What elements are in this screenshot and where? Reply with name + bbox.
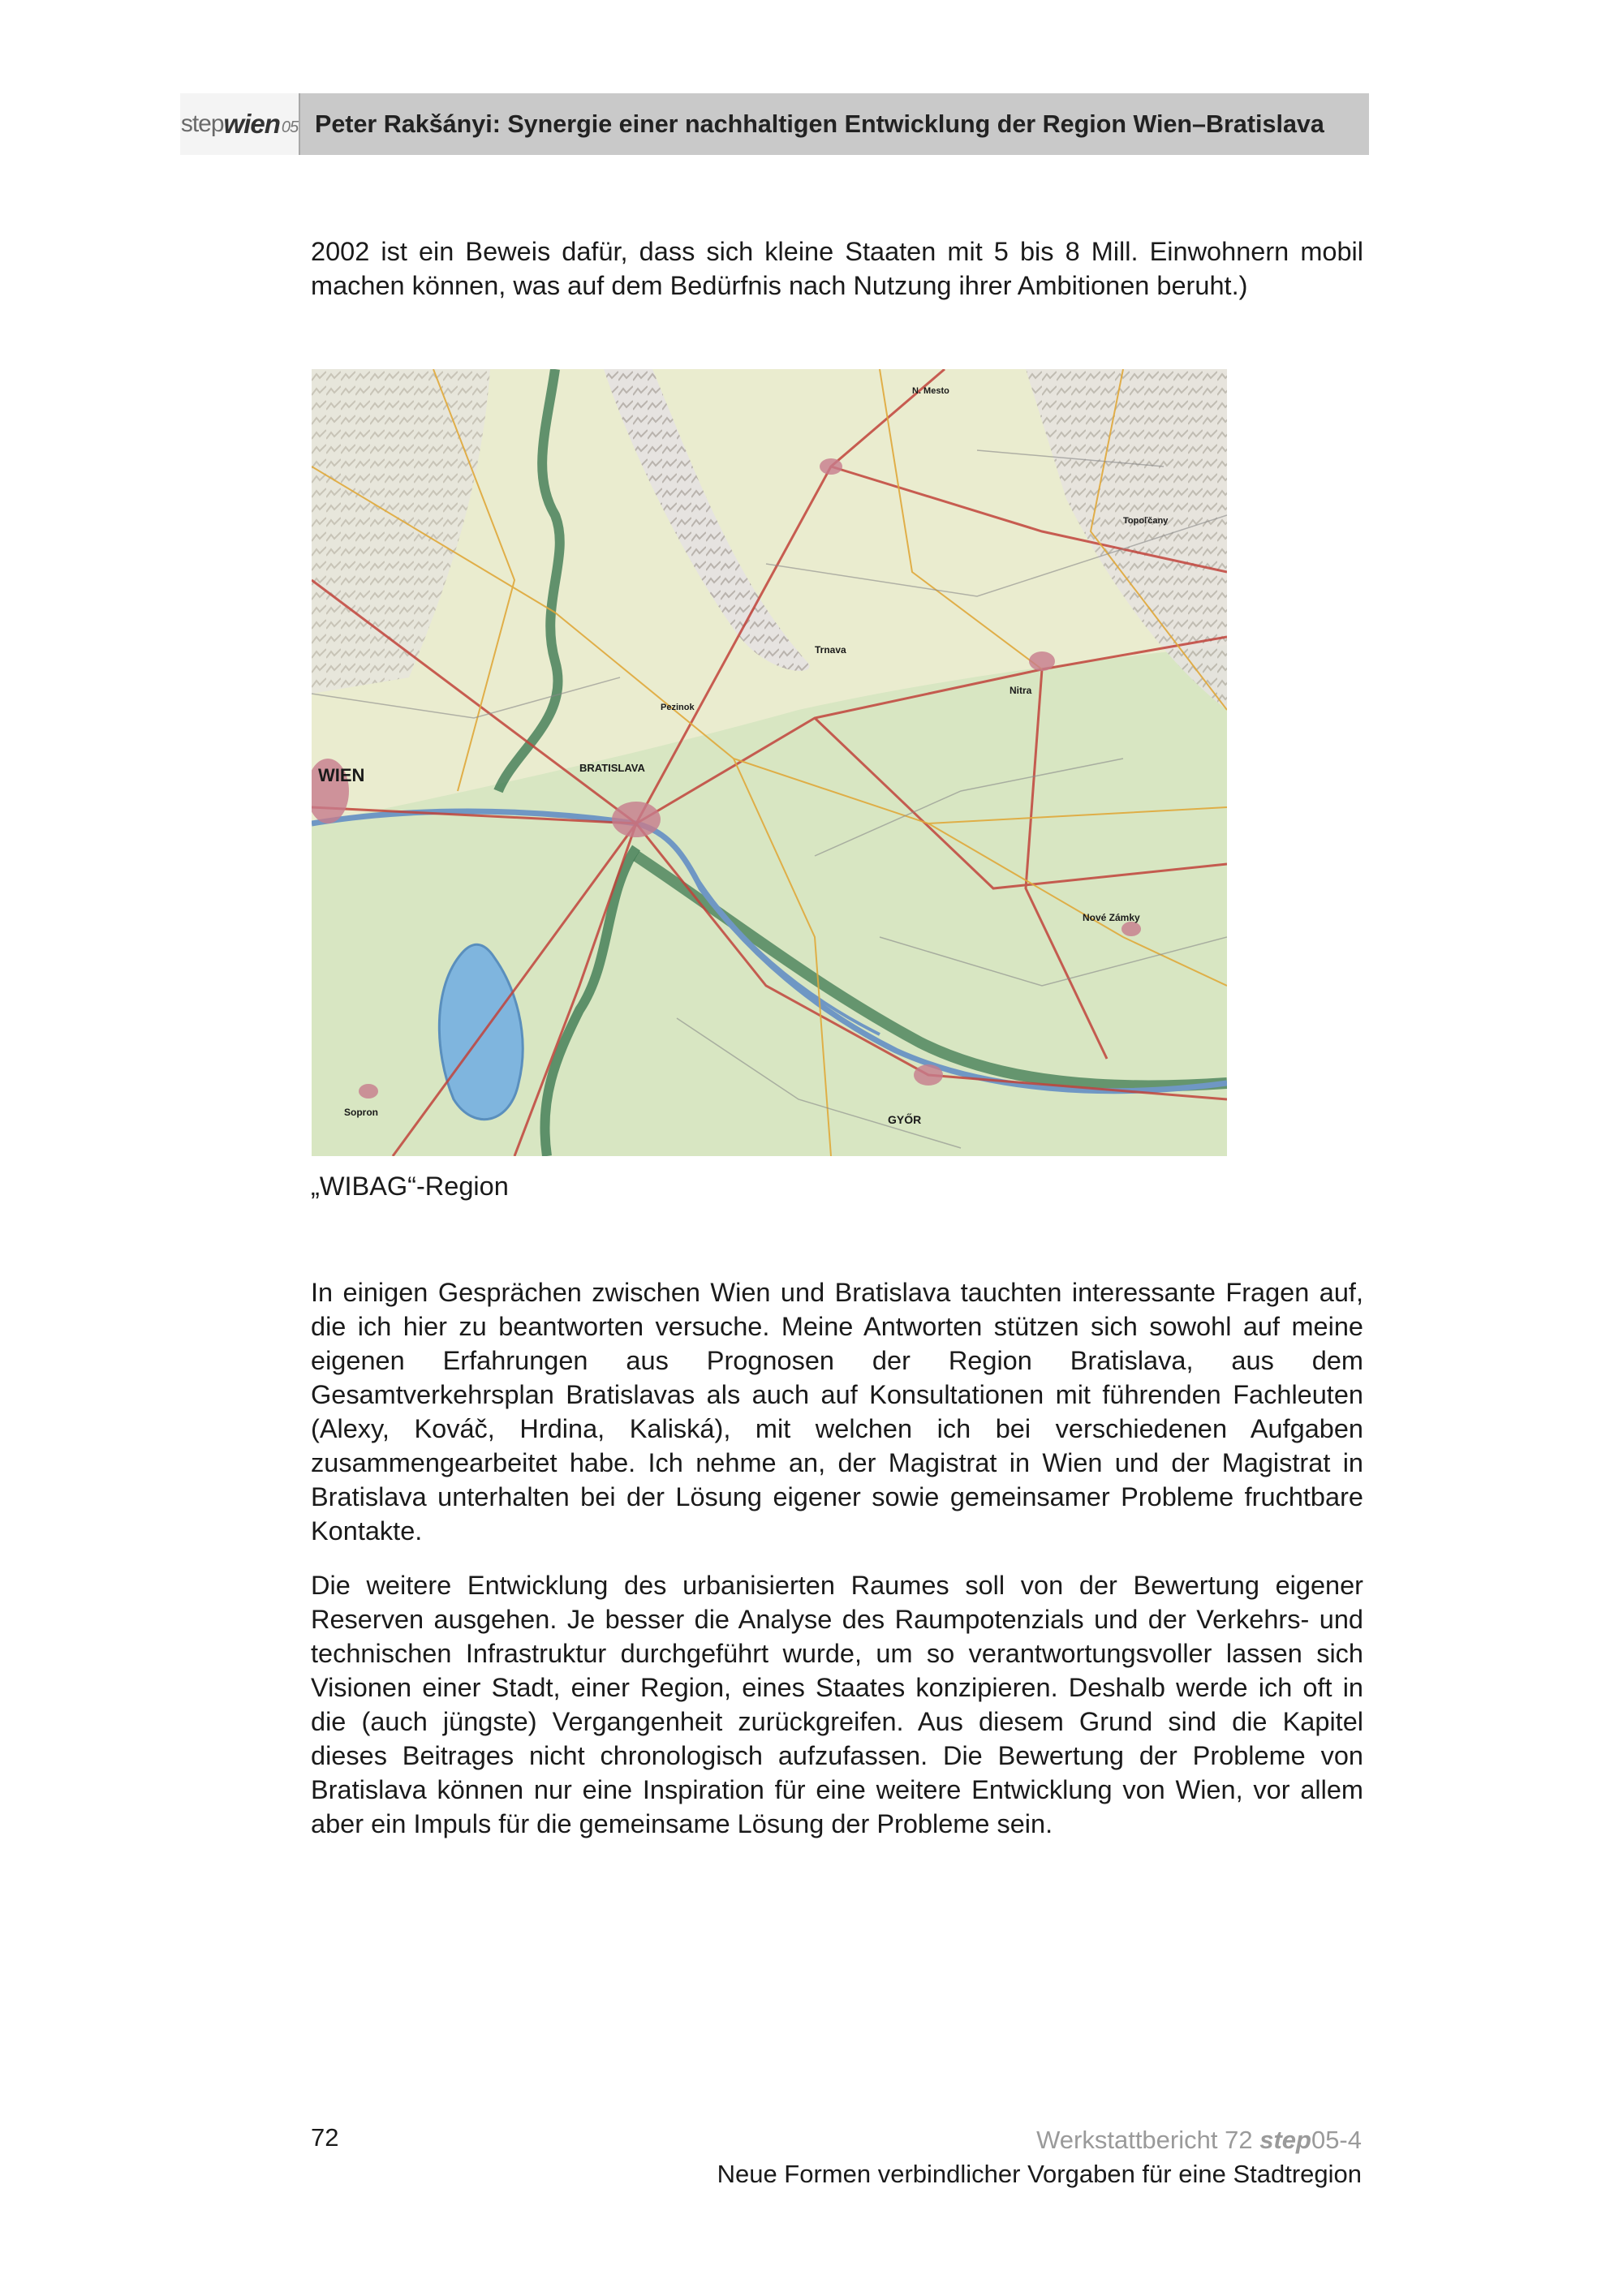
map-label-nove-zamky: Nové Zámky <box>1083 912 1140 923</box>
footer-report-label: Werkstattbericht 72 <box>1036 2126 1253 2154</box>
map-label-bratislava: BRATISLAVA <box>579 762 645 774</box>
map-graphic <box>312 369 1227 1156</box>
map-label-n-mesto: N. Mesto <box>912 386 949 396</box>
intro-text: 2002 ist ein Beweis dafür, dass sich kleine Staaten mit 5 bis 8 Mill. Einwohnern mobil machen können, was auf dem Bedürfnis nach Nutzung ihrer Ambitionen beruht.) <box>311 237 1363 300</box>
wibag-region-map <box>312 369 1227 1156</box>
logo-step-text: step <box>180 110 224 137</box>
map-label-sopron: Sopron <box>344 1107 378 1118</box>
map-label-pezinok: Pezinok <box>661 703 695 712</box>
body-paragraph-2-text: Die weitere Entwicklung des urbanisierten Raumes soll von der Bewertung eigener Reserven ausgehen. Je besser die Analyse des Raumpotenzials und der Verkehrs- und technischen Infrastruktur durchgeführt wurde, um so verantwortungsvoller lassen sich Visionen einer Stadt, einer Region, eines Staates konzipieren. Deshalb werde ich oft in die (auch jüngste) Vergangenheit zurückgreifen. Aus diesem Grund sind die Kapitel dieses Beitrages nicht chronologisch aufzufassen. Die Bewertung der Probleme von Bratislava können nur eine Inspiration für eine weitere Entwicklung von Wien, vor allem aber ein Impuls für die gemeinsame Lösung der Probleme sein. <box>311 1571 1363 1838</box>
logo-year-text: 05 <box>281 118 299 136</box>
map-label-topolcany: Topoľčany <box>1123 516 1169 526</box>
body-paragraph-2 <box>311 1568 1363 1841</box>
map-label-gyor: GYŐR <box>888 1113 922 1126</box>
step-wien-logo <box>180 93 300 155</box>
footer-series-line <box>717 2123 1362 2157</box>
map-label-nitra: Nitra <box>1010 685 1032 696</box>
footer-info <box>717 2123 1362 2191</box>
map-label-wien: WIEN <box>318 765 365 785</box>
logo-wien-text: wien <box>223 109 280 139</box>
footer-series-number: 05-4 <box>1311 2126 1362 2154</box>
footer-subtitle: Neue Formen verbindlicher Vorgaben für eine Stadtregion <box>717 2160 1362 2188</box>
body-paragraph-1 <box>311 1275 1363 1548</box>
footer-series-step: step <box>1259 2126 1311 2154</box>
map-caption: „WIBAG“-Region <box>311 1172 509 1201</box>
header-title: Peter Rakšányi: Synergie einer nachhaltigen Entwicklung der Region Wien–Bratislava <box>315 110 1324 138</box>
page-header <box>180 93 1369 155</box>
page-number: 72 <box>311 2123 339 2152</box>
intro-paragraph <box>311 234 1363 303</box>
body-paragraph-1-text: In einigen Gesprächen zwischen Wien und Bratislava tauchten interessante Fragen auf, die ich hier zu beantworten versuche. Meine Antworten stützen sich sowohl auf meine eigenen Erfahrungen aus Prognosen der Region Bratislava, aus dem Gesamtverkehrsplan Bratislavas als auch auf Konsultationen mit führenden Fachleuten (Alexy, Kováč, Hrdina, Kaliská), mit welchen ich bei verschiedenen Aufgaben zusammengearbeitet habe. Ich nehme an, der Magistrat in Wien und der Magistrat in Bratislava unterhalten bei der Lösung eigener sowie gemeinsamer Probleme fruchtbare Kontakte. <box>311 1278 1363 1546</box>
map-label-trnava: Trnava <box>815 644 846 656</box>
